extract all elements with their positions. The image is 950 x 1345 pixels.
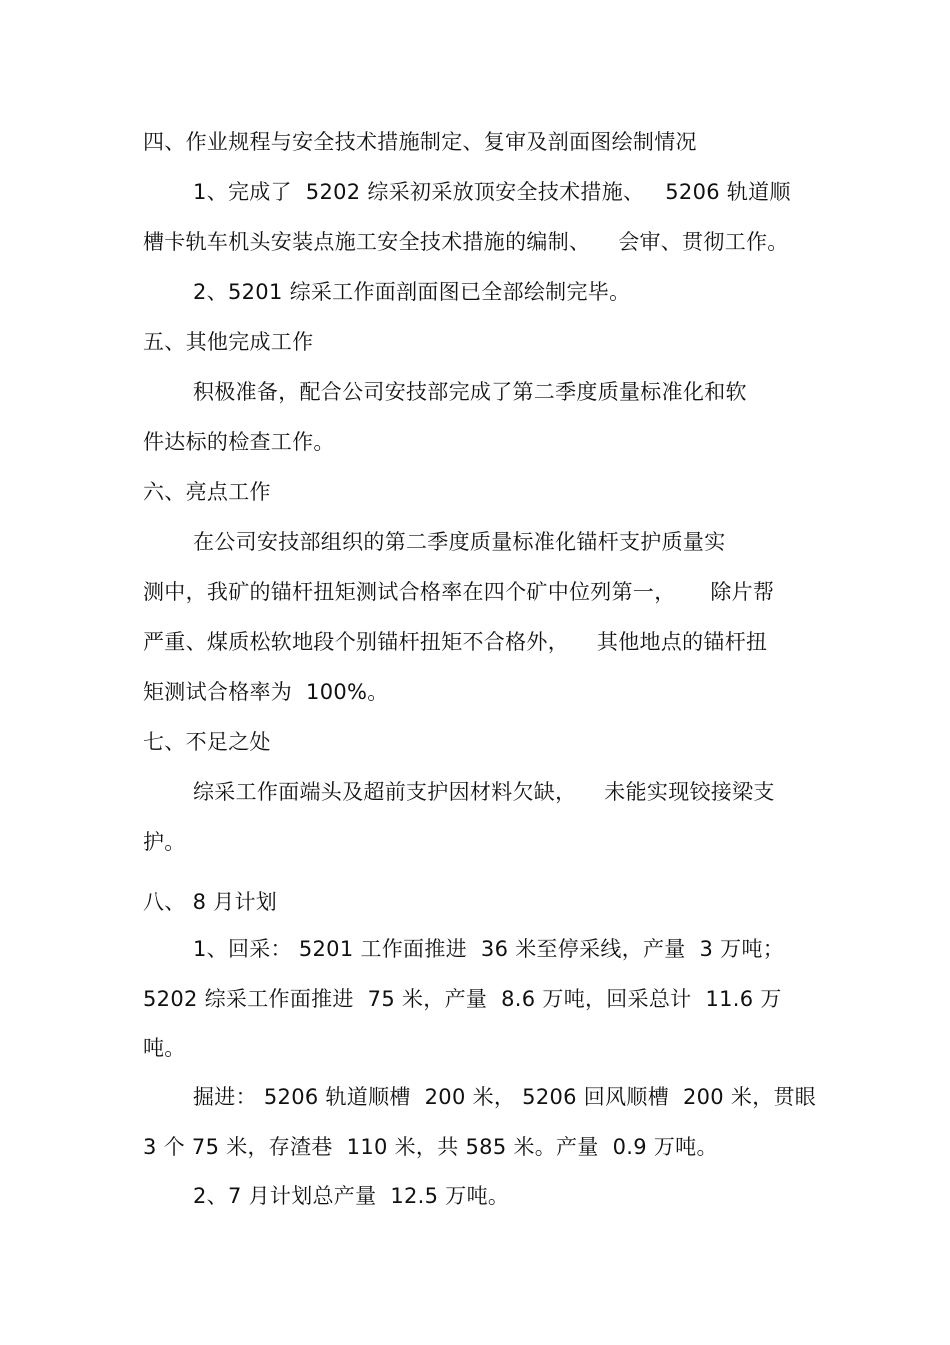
paragraph-line: 3 个 75 米，存渣巷 110 米，共 585 米。产量 0.9 万吨。 — [143, 1135, 718, 1159]
paragraph-line: 吨。 — [143, 1036, 186, 1060]
paragraph-line: 2、5201 综采工作面剖面图已全部绘制完毕。 — [193, 280, 631, 304]
paragraph-line: 1、回采： 5201 工作面推进 36 米至停采线，产量 3 万吨； — [193, 937, 785, 961]
paragraph-line: 护。 — [143, 830, 186, 854]
paragraph-line: 综采工作面端头及超前支护因材料欠缺， 未能实现铰接梁支 — [193, 780, 775, 804]
section-heading-8: 八、 8 月计划 — [143, 890, 278, 914]
paragraph-line: 1、完成了 5202 综采初采放顶安全技术措施、 5206 轨道顺 — [193, 180, 791, 204]
paragraph-line: 件达标的检查工作。 — [143, 430, 335, 454]
paragraph-line: 严重、煤质松软地段个别锚杆扭矩不合格外， 其他地点的锚杆扭 — [143, 630, 768, 654]
section-heading-4: 四、作业规程与安全技术措施制定、复审及剖面图绘制情况 — [143, 130, 697, 154]
section-heading-6: 六、亮点工作 — [143, 480, 271, 504]
section-heading-7: 七、不足之处 — [143, 730, 271, 754]
paragraph-line: 积极准备，配合公司安技部完成了第二季度质量标准化和软 — [193, 380, 747, 404]
paragraph-line: 在公司安技部组织的第二季度质量标准化锚杆支护质量实 — [193, 530, 726, 554]
paragraph-line: 掘进： 5206 轨道顺槽 200 米， 5206 回风顺槽 200 米，贯眼 — [193, 1085, 817, 1109]
section-heading-5: 五、其他完成工作 — [143, 330, 314, 354]
paragraph-line: 5202 综采工作面推进 75 米，产量 8.6 万吨，回采总计 11.6 万 — [143, 987, 782, 1011]
paragraph-line: 2、7 月计划总产量 12.5 万吨。 — [193, 1184, 510, 1208]
paragraph-line: 测中，我矿的锚杆扭矩测试合格率在四个矿中位列第一， 除片帮 — [143, 580, 775, 604]
paragraph-line: 矩测试合格率为 100%。 — [143, 680, 389, 704]
paragraph-line: 槽卡轨车机头安装点施工安全技术措施的编制、 会审、贯彻工作。 — [143, 230, 789, 254]
